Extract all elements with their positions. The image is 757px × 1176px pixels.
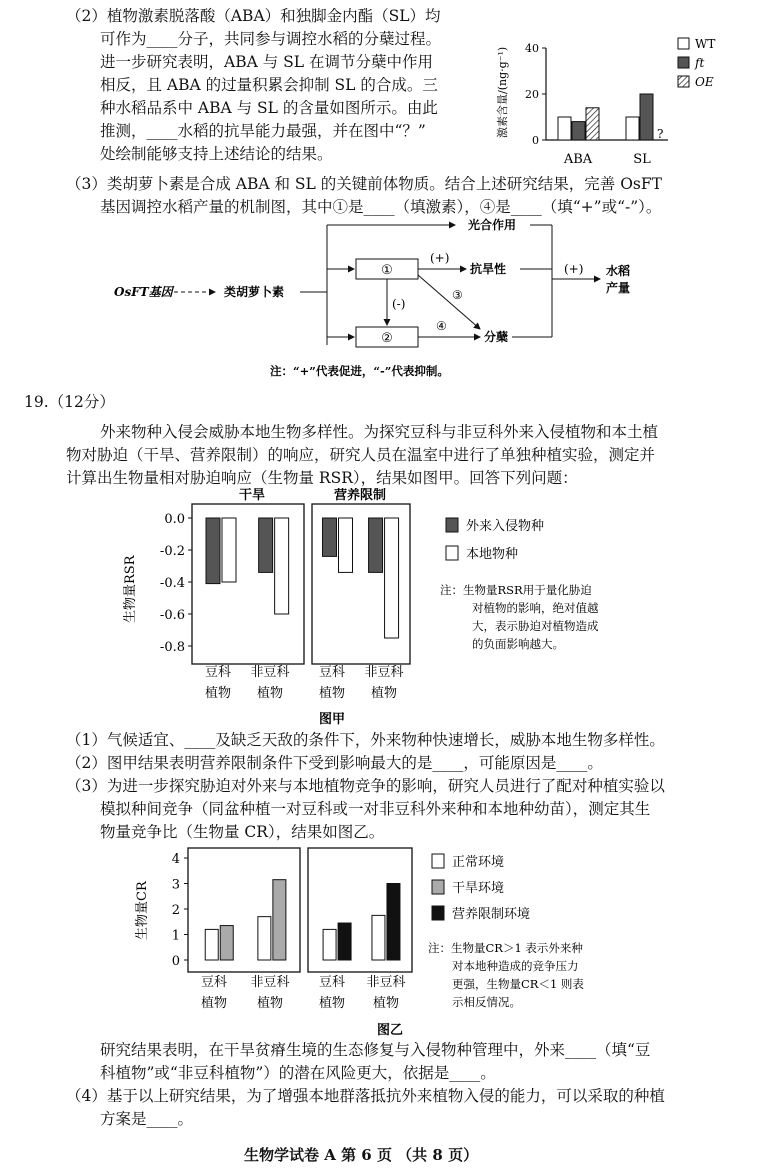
jia-cat-3a: 豆科 (318, 665, 346, 680)
mech-note: 注：“+”代表促进，“-”代表抑制。 (270, 364, 449, 378)
q19-p1: （1）气候适宜、____及缺乏天敌的条件下，外来物种快速增长，威胁本地生物多样性。 (66, 731, 665, 749)
jia-ytick-label: -0.4 (159, 576, 185, 591)
chart-jia (100, 488, 660, 728)
yi-bar-drought-0-0 (205, 929, 218, 960)
yi-legend-nutrient: 营养限制环境 (452, 907, 531, 922)
mech-plus-a: (+) (430, 251, 450, 265)
yi-cat-1a: 豆科 (200, 975, 228, 990)
legend-oe-swatch (678, 76, 689, 87)
mech-plus-b: (+) (564, 262, 584, 276)
mech-carotenoid: 类胡萝卜素 (224, 285, 285, 299)
q18-3-line-1: （3）类胡萝卜素是合成 ABA 和 SL 的关键前体物质。结合上述研究结果，完善 OsFT (66, 175, 662, 193)
jia-legend-invasive: 外来入侵物种 (466, 519, 545, 534)
mech-node3: ③ (452, 288, 463, 302)
yi-ylabel: 生物量CR (135, 881, 150, 940)
mech-node4: ④ (436, 319, 447, 333)
hormone-ytick-label: 20 (525, 88, 539, 101)
yi-note-1: 注：生物量CR＞1 表示外来种 (428, 941, 583, 955)
yi-cat-4a: 非豆科 (366, 975, 406, 990)
mech-yield-1: 水稻 (606, 264, 631, 278)
jia-bar-drought-0-1 (222, 518, 236, 582)
q19-intro-2: 物对胁迫（干旱、营养限制）的响应，研究人员在温室中进行了单独种植实验，测定并 (66, 446, 656, 464)
jia-note-4: 的负面影响越大。 (472, 637, 564, 651)
yi-note-3: 更强，生物量CR＜1 则表 (452, 977, 584, 991)
q19-intro-1: 外来物种入侵会威胁本地生物多样性。为探究豆科与非豆科外来入侵植物和本土植 (100, 423, 659, 441)
yi-bar-drought-1-1 (273, 880, 286, 960)
jia-legend-native: 本地物种 (466, 547, 519, 562)
yi-cat-3b: 植物 (318, 996, 346, 1011)
jia-bar-nutrient-1-1 (385, 518, 399, 638)
hormone-ytick-label: 40 (525, 42, 539, 55)
mech-yield-2: 产量 (606, 281, 631, 295)
yi-note-2: 对本地种造成的竞争压力 (452, 959, 579, 973)
jia-cat-2b: 植物 (256, 686, 284, 701)
hormone-ytick-label: 0 (532, 134, 539, 147)
q18-2-line-1: （2）植物激素脱落酸（ABA）和独脚金内酯（SL）均 (66, 7, 441, 25)
yi-ytick-label: 3 (171, 877, 180, 893)
yi-ytick-label: 4 (171, 852, 180, 867)
jia-ytick-label: -0.2 (159, 544, 185, 559)
legend-wt-swatch (678, 38, 689, 49)
yi-legend-drought-swatch (432, 880, 444, 894)
yi-note-4: 示相反情况。 (452, 995, 521, 1009)
yi-bar-nutrient-0-0 (323, 929, 336, 960)
mech-drought: 抗旱性 (470, 262, 507, 276)
yi-legend-drought: 干旱环境 (452, 881, 505, 896)
yi-bar-nutrient-1-2 (387, 884, 400, 961)
hormone-chart (490, 30, 740, 170)
jia-note-3: 大，表示胁迫对植物造成 (472, 619, 599, 633)
mech-tiller: 分蘖 (484, 330, 509, 344)
jia-cat-4b: 植物 (370, 686, 398, 701)
jia-bar-drought-1-0 (259, 518, 273, 572)
q19-conclusion-2: 科植物”或“非豆科植物”）的潜在风险更大，依据是____。 (100, 1064, 496, 1082)
page-footer: 生物学试卷 A 第 6 页 （共 8 页） (244, 1146, 479, 1164)
jia-cat-2a: 非豆科 (250, 665, 290, 680)
yi-cat-2a: 非豆科 (250, 975, 290, 990)
q18-2-line-3: 进一步研究表明，ABA 与 SL 在调节分蘖中作用 (100, 53, 433, 71)
yi-legend-nutrient-swatch (432, 906, 444, 920)
hormone-bar-WT-SL (626, 117, 639, 140)
jia-ylabel: 生物量RSR (123, 555, 138, 623)
q19-conclusion-1: 研究结果表明，在干旱贫瘠生境的生态修复与入侵物种管理中，外来____（填“豆 (100, 1041, 651, 1059)
q19-p4-2: 方案是____。 (100, 1110, 194, 1128)
yi-cat-2b: 植物 (256, 996, 284, 1011)
q18-2-line-6: 推测，____水稻的抗旱能力最强，并在图中“？” (100, 122, 426, 140)
jia-cat-1b: 植物 (204, 686, 232, 701)
jia-bar-drought-0-0 (206, 518, 220, 584)
mech-node2: ② (381, 331, 393, 346)
hormone-cat-aba: ABA (563, 152, 593, 167)
jia-ytick-label: -0.8 (159, 640, 185, 655)
q19-p3-1: （3）为进一步探究胁迫对外来与本地植物竞争的影响，研究人员进行了配对种植实验以 (66, 777, 665, 795)
q19-intro-3: 计算出生物量相对胁迫响应（生物量 RSR），结果如图甲。回答下列问题： (66, 469, 578, 487)
yi-ytick-label: 2 (171, 903, 180, 918)
hormone-ylabel: 激素含量/(ng·g⁻¹) (496, 46, 509, 138)
jia-note-1: 注：生物量RSR用于量化胁迫 (440, 583, 592, 597)
mech-photosynthesis: 光合作用 (468, 218, 517, 232)
yi-legend-normal-swatch (432, 854, 444, 868)
hormone-cat-sl: SL (633, 152, 651, 167)
q19-p3-3: 物量竞争比（生物量 CR），结果如图乙。 (100, 823, 385, 841)
jia-legend-native-swatch (446, 546, 458, 560)
mech-node1: ① (381, 263, 393, 278)
yi-cat-1b: 植物 (200, 996, 228, 1011)
yi-bar-drought-1-0 (258, 917, 271, 960)
jia-bar-drought-1-1 (275, 518, 289, 614)
q18-2-line-2: 可作为____分子，共同参与调控水稻的分蘖过程。 (100, 30, 442, 48)
yi-cat-4b: 植物 (372, 996, 400, 1011)
yi-cat-3a: 豆科 (318, 975, 346, 990)
q19-p3-2: 模拟种间竞争（同盆种植一对豆科或一对非豆科外来种和本地种幼苗），测定其生 (100, 800, 651, 818)
jia-ytick-label: 0.0 (164, 512, 185, 527)
yi-bar-nutrient-1-0 (372, 915, 385, 960)
jia-note-2: 对植物的影响，绝对值越 (472, 601, 599, 615)
yi-legend-normal: 正常环境 (452, 855, 505, 870)
yi-ytick-label: 0 (171, 954, 180, 969)
jia-cat-1a: 豆科 (204, 665, 232, 680)
jia-cat-4a: 非豆科 (364, 665, 404, 680)
q19-header: 19.（12分） (24, 393, 115, 411)
mech-gene: OsFT基因 (114, 285, 173, 299)
legend-ft: ft (695, 56, 705, 70)
legend-ft-swatch (678, 57, 689, 68)
yi-bar-drought-0-1 (220, 926, 233, 960)
chart-yi (100, 840, 660, 1040)
q18-3-line-2: 基因调控水稻产量的机制图，其中①是____（填激素），④是____（填“+”或“-”）。 (100, 198, 662, 216)
jia-panel-title-drought: 干旱 (238, 488, 266, 503)
hormone-bar-WT-ABA (558, 117, 571, 140)
jia-title: 图甲 (318, 712, 346, 727)
hormone-bar-ft-ABA (572, 122, 585, 140)
legend-oe: OE (695, 75, 714, 89)
jia-bar-nutrient-0-0 (323, 518, 337, 556)
jia-bar-nutrient-0-1 (339, 518, 353, 572)
yi-ytick-label: 1 (171, 928, 180, 944)
q19-p4-1: （4）基于以上研究结果，为了增强本地群落抵抗外来植物入侵的能力，可以采取的种植 (66, 1087, 665, 1105)
jia-cat-3b: 植物 (318, 686, 346, 701)
yi-title: 图乙 (376, 1023, 404, 1038)
jia-panel-title-nutrient: 营养限制 (333, 488, 387, 503)
q18-2-line-4: 相反，且 ABA 的过量积累会抑制 SL 的合成。三 (100, 76, 438, 94)
q18-2-line-7: 处绘制能够支持上述结论的结果。 (100, 145, 333, 163)
hormone-question-mark: ? (657, 127, 664, 141)
legend-wt: WT (695, 37, 716, 51)
mech-minus: (-) (392, 297, 406, 311)
mechanism-diagram (100, 215, 660, 385)
yi-bar-nutrient-0-2 (338, 923, 351, 960)
jia-ytick-label: -0.6 (159, 608, 185, 623)
jia-legend-invasive-swatch (446, 518, 458, 532)
hormone-bar-OE-ABA (586, 108, 599, 140)
hormone-bar-ft-SL (640, 94, 653, 140)
mech-node1-to-tiller (418, 275, 480, 329)
jia-bar-nutrient-1-0 (369, 518, 383, 572)
q19-p2: （2）图甲结果表明营养限制条件下受到影响最大的是____，可能原因是____。 (66, 754, 603, 772)
q18-2-line-5: 种水稻品系中 ABA 与 SL 的含量如图所示。由此 (100, 99, 438, 117)
